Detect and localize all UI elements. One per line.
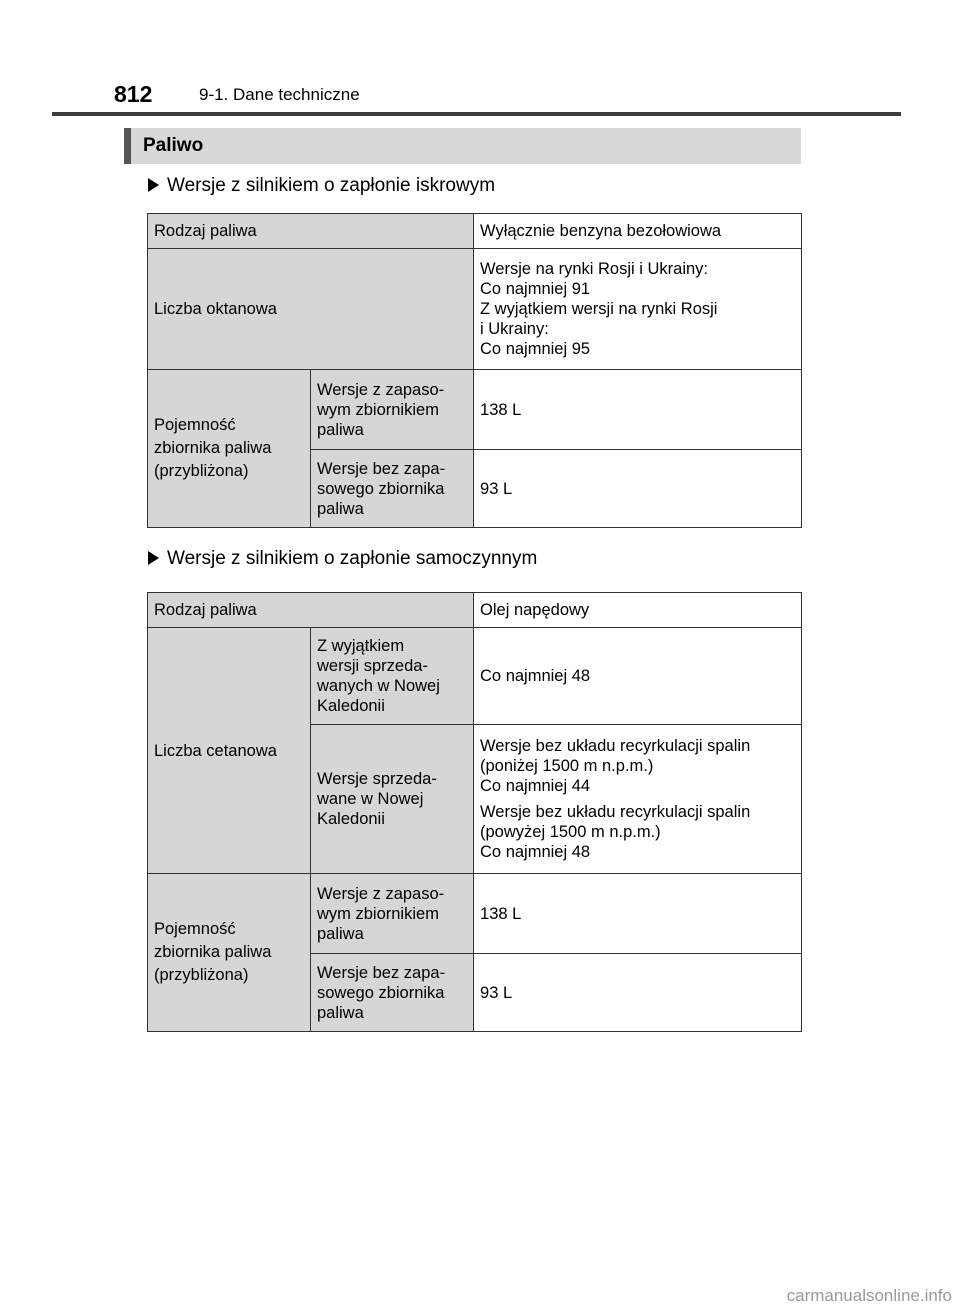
without-spare-tank-label: Wersje bez zapa- sowego zbiornika paliwa [311,954,474,1032]
table-row [148,370,802,450]
petrol-heading-text: Wersje z silnikiem o zapłonie iskrowym [167,175,496,196]
except-new-caledonia-label: Z wyjątkiem wersji sprzeda- wanych w Nowej Kaledonii [311,628,474,725]
except-new-caledonia-value: Co najmniej 48 [474,628,802,725]
section-bar-marker [124,128,131,164]
new-caledonia-value: Wersje bez układu recyrkulacji spalin (poniżej 1500 m n.p.m.) Co najmniej 44 Wersje bez układu recyrkulacji spalin (powyżej 1500 m n.p.m.) Co najmniej 48 [474,725,802,874]
cetane-label: Liczba cetanowa [148,628,311,874]
with-spare-tank-value: 138 L [474,370,802,450]
table-row [148,874,802,954]
table-row [148,628,802,725]
with-spare-tank-label: Wersje z zapaso- wym zbiornikiem paliwa [311,874,474,954]
triangle-bullet-icon [148,551,159,565]
diesel-heading-text: Wersje z silnikiem o zapłonie samoczynnym [167,548,538,569]
with-spare-tank-label: Wersje z zapaso- wym zbiornikiem paliwa [311,370,474,450]
capacity-label: Pojemność zbiornika paliwa (przybliżona) [148,874,311,1032]
fuel-type-value: Wyłącznie benzyna bezołowiowa [474,214,802,249]
without-spare-tank-label: Wersje bez zapa- sowego zbiornika paliwa [311,450,474,528]
diesel-heading [148,548,537,570]
new-caledonia-label: Wersje sprzeda- wane w Nowej Kaledonii [311,725,474,874]
section-title: Paliwo [143,135,204,156]
page-number: 812 [114,81,153,107]
table-row [148,593,802,628]
table-row [148,214,802,249]
section-path: 9-1. Dane techniczne [199,85,360,104]
petrol-heading [148,175,495,197]
fuel-type-label: Rodzaj paliwa [148,214,474,249]
section-title-bar [124,128,801,164]
fuel-type-label: Rodzaj paliwa [148,593,474,628]
petrol-spec-table [147,213,802,528]
diesel-spec-table [147,592,802,1032]
octane-value: Wersje na rynki Rosji i Ukrainy: Co najmniej 91 Z wyjątkiem wersji na rynki Rosji i Ukrainy: Co najmniej 95 [474,249,802,370]
without-spare-tank-value: 93 L [474,954,802,1032]
triangle-bullet-icon [148,178,159,192]
without-spare-tank-value: 93 L [474,450,802,528]
with-spare-tank-value: 138 L [474,874,802,954]
octane-label: Liczba oktanowa [148,249,474,370]
table-row [148,249,802,370]
capacity-label: Pojemność zbiornika paliwa (przybliżona) [148,370,311,528]
fuel-type-value: Olej napędowy [474,593,802,628]
header-rule [52,112,901,116]
watermark: carmanualsonline.info [786,1286,952,1305]
